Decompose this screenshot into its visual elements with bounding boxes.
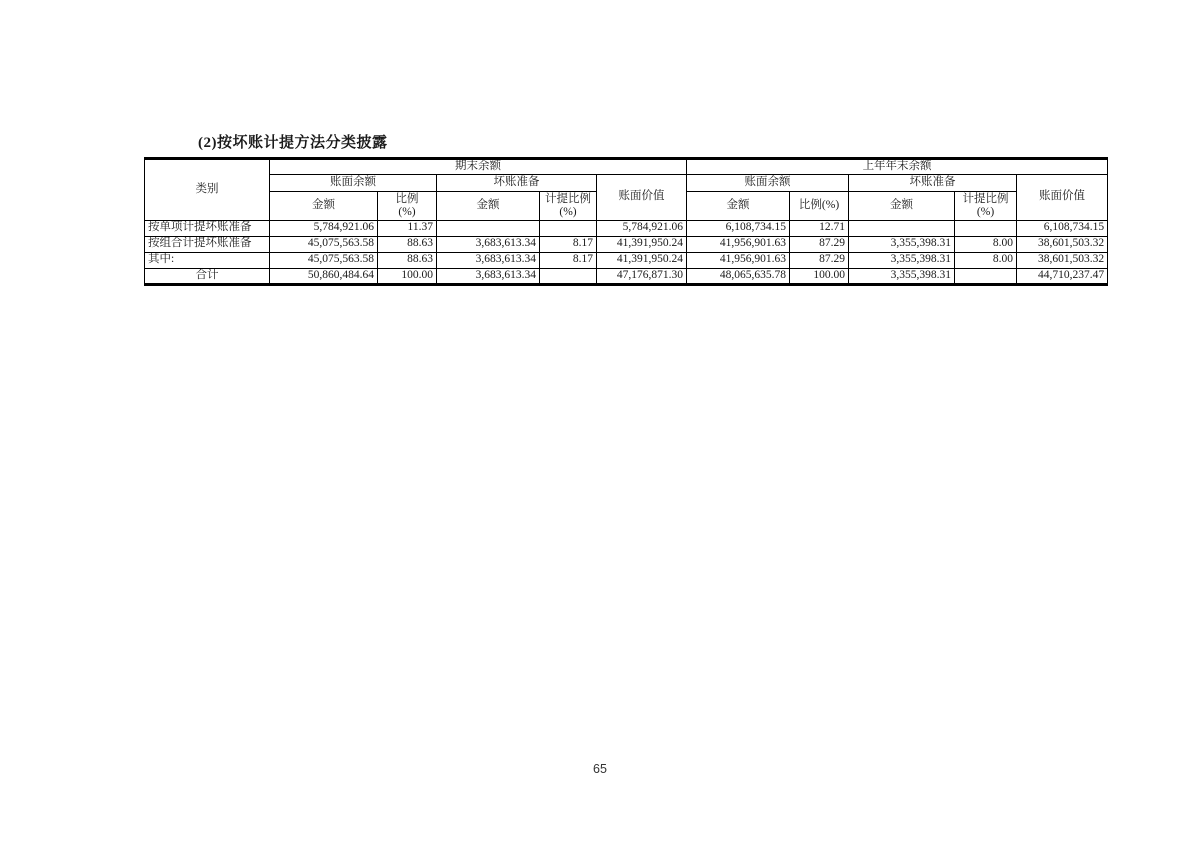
table-row-group-provision — [145, 236, 1108, 252]
amount-cell — [437, 220, 540, 236]
amount-cell: 3,355,398.31 — [849, 236, 955, 252]
ratio-cell — [955, 268, 1017, 284]
ratio-cell: 8.00 — [955, 252, 1017, 268]
header-provision-ratio — [540, 191, 597, 220]
book-value-cell: 6,108,734.15 — [1017, 220, 1108, 236]
header-provision-ratio-line2: (%) — [559, 205, 577, 218]
ratio-cell — [540, 220, 597, 236]
header-provision-ratio-line1: 计提比例 — [545, 192, 591, 205]
amount-cell: 3,683,613.34 — [437, 236, 540, 252]
amount-cell: 5,784,921.06 — [270, 220, 378, 236]
header-category: 类别 — [145, 159, 270, 221]
amount-cell: 45,075,563.58 — [270, 236, 378, 252]
header-book-value: 账面价值 — [1017, 174, 1108, 220]
header-provision-ratio-line1: 计提比例 — [962, 192, 1009, 205]
amount-cell: 3,683,613.34 — [437, 252, 540, 268]
book-value-cell: 38,601,503.32 — [1017, 252, 1108, 268]
amount-cell: 3,355,398.31 — [849, 252, 955, 268]
header-provision-ratio — [955, 191, 1017, 220]
amount-cell: 6,108,734.15 — [687, 220, 790, 236]
amount-cell: 45,075,563.58 — [270, 252, 378, 268]
header-amount: 金额 — [270, 191, 378, 220]
header-ratio — [378, 191, 437, 220]
ratio-cell: 8.17 — [540, 252, 597, 268]
book-value-cell: 38,601,503.32 — [1017, 236, 1108, 252]
header-prior-year-group: 上年年末余额 — [687, 159, 1108, 175]
amount-cell: 41,956,901.63 — [687, 236, 790, 252]
row-label: 其中: — [145, 252, 270, 268]
amount-cell: 48,065,635.78 — [687, 268, 790, 284]
header-book-balance: 账面余额 — [270, 174, 437, 191]
amount-cell — [849, 220, 955, 236]
header-bad-debt-provision: 坏账准备 — [437, 174, 597, 191]
ratio-cell: 8.00 — [955, 236, 1017, 252]
header-book-value: 账面价值 — [597, 174, 687, 220]
header-period-end-group: 期末余额 — [270, 159, 687, 175]
row-label: 按组合计提坏账准备 — [145, 236, 270, 252]
header-provision-ratio-line2: (%) — [976, 205, 995, 218]
ratio-cell: 87.29 — [790, 236, 849, 252]
ratio-cell — [955, 220, 1017, 236]
header-bad-debt-provision: 坏账准备 — [849, 174, 1017, 191]
page-number: 65 — [593, 762, 607, 776]
amount-cell: 50,860,484.64 — [270, 268, 378, 284]
ratio-cell: 100.00 — [790, 268, 849, 284]
header-book-balance: 账面余额 — [687, 174, 849, 191]
book-value-cell: 41,391,950.24 — [597, 236, 687, 252]
book-value-cell: 47,176,871.30 — [597, 268, 687, 284]
table-row-total — [145, 268, 1108, 284]
book-value-cell: 44,710,237.47 — [1017, 268, 1108, 284]
ratio-cell: 8.17 — [540, 236, 597, 252]
row-label: 按单项计提坏账准备 — [145, 220, 270, 236]
header-ratio-inline: 比例(%) — [790, 191, 849, 220]
row-label-total: 合计 — [145, 268, 270, 284]
header-ratio-line2: (%) — [398, 205, 416, 218]
ratio-cell: 12.71 — [790, 220, 849, 236]
ratio-cell: 87.29 — [790, 252, 849, 268]
header-amount: 金额 — [849, 191, 955, 220]
amount-cell: 41,956,901.63 — [687, 252, 790, 268]
ratio-cell — [540, 268, 597, 284]
ratio-cell: 88.63 — [378, 236, 437, 252]
ratio-cell: 100.00 — [378, 268, 437, 284]
header-amount: 金额 — [437, 191, 540, 220]
book-value-cell: 5,784,921.06 — [597, 220, 687, 236]
header-amount: 金额 — [687, 191, 790, 220]
ratio-cell: 88.63 — [378, 252, 437, 268]
table-row-individual-provision — [145, 220, 1108, 236]
bad-debt-classification-table — [144, 157, 1108, 286]
amount-cell: 3,355,398.31 — [849, 268, 955, 284]
ratio-cell: 11.37 — [378, 220, 437, 236]
table-row-of-which — [145, 252, 1108, 268]
section-title: (2)按坏账计提方法分类披露 — [198, 135, 388, 151]
header-ratio-line1: 比例 — [395, 192, 419, 205]
book-value-cell: 41,391,950.24 — [597, 252, 687, 268]
amount-cell: 3,683,613.34 — [437, 268, 540, 284]
